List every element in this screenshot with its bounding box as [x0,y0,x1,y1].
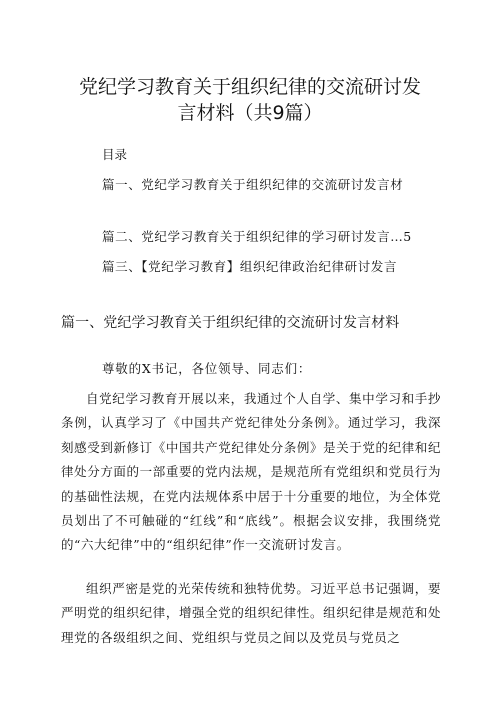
toc-heading: 目录 [102,147,128,162]
document-title-line-1: 党纪学习教育关于组织纪律的交流研讨发 [78,76,421,98]
section-heading: 篇一、党纪学习教育关于组织纪律的交流研讨发言材料 [61,315,400,331]
toc-item-3[interactable]: 篇三、【党纪学习教育】组织纪律政治纪律研讨发言 [102,259,398,274]
toc-item-2[interactable]: 篇二、党纪学习教育关于组织纪律的学习研讨发言…5 [102,229,412,244]
salutation: 尊敬的X书记，各位领导、同志们： [102,361,312,376]
body-paragraph-1: 自党纪学习教育开展以来，我通过个人自学、集中学习和手抄条例，认真学习了《中国共产党纪律处分条例》。通过学习，我深刻感受到新修订《中国共产党纪律处分条例》是关于党的纪律和纪律处分方面的一部重要的党内法规，是规范所有党组织和党员行为的基础性法规，在党内法规体系中居于十分重要的地位，为全体党员划出了不可触碰的“红线”和“底线”。根据会议安排，我围绕党的“六大纪律”中的“组织纪律”作一交流研讨发言。 [61,391,441,553]
document-title-line-2: 言材料（共9篇） [177,102,323,124]
toc-item-1[interactable]: 篇一、党纪学习教育关于组织纪律的交流研讨发言材 [102,177,404,192]
body-paragraph-2: 组织严密是党的光荣传统和独特优势。习近平总书记强调，要严明党的组织纪律，增强全党的组织纪律性。组织纪律是规范和处理党的各级组织之间、党组织与党员之间以及党员与党员之 [61,581,441,645]
